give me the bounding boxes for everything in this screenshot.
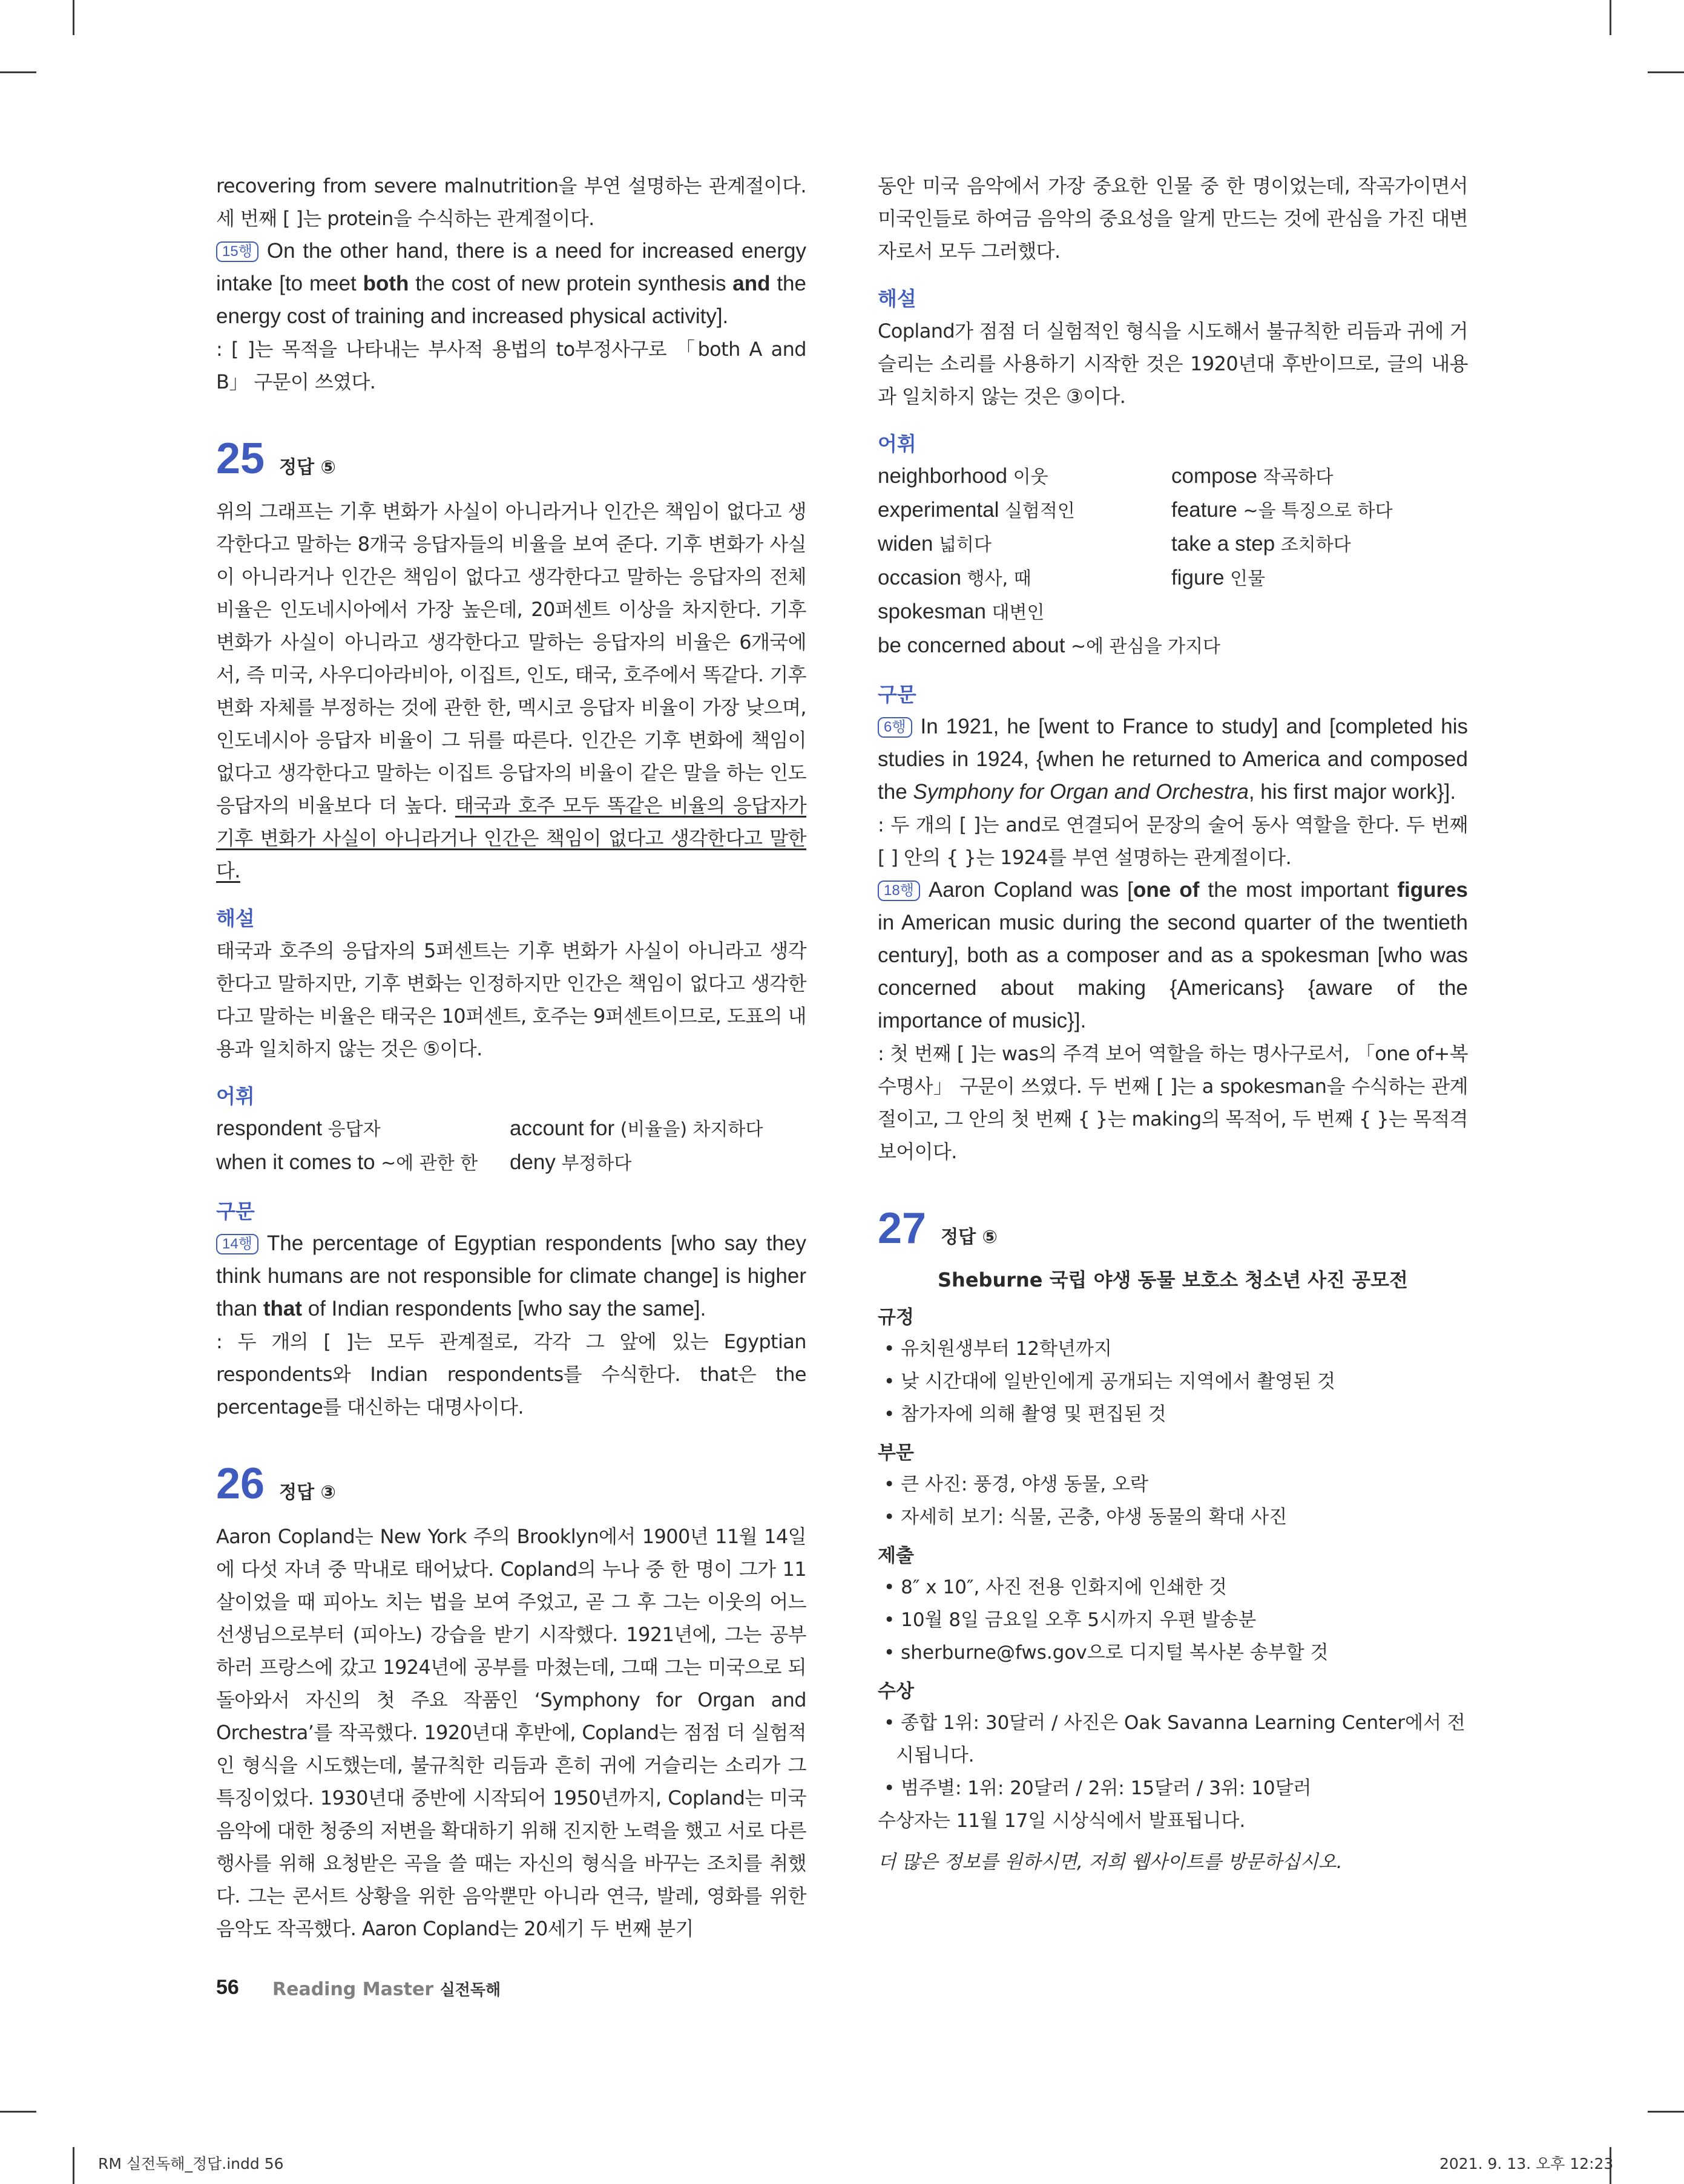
left-column xyxy=(216,169,806,1945)
vocab-list-last xyxy=(878,629,1468,663)
structure-note: : 첫 번째 [ ]는 was의 주격 보어 역할을 하는 명사구로서, 「one of+복수명사」 구문이 쓰였다. 두 번째 [ ]는 a spokesman을 수식하는 관계절이고, 그 안의 첫 번째 { }는 making의 목적어, 두 번째 { }는 목적격 보어이다. xyxy=(878,1042,1468,1163)
page-number: 56 xyxy=(216,1976,239,1999)
notice-closing: 더 많은 정보를 원하시면, 저희 웹사이트를 방문하십시오. xyxy=(878,1851,1343,1873)
answer-label: 정답 ⑤ xyxy=(941,1227,998,1248)
section-heading-structure: 구문 xyxy=(216,1199,255,1223)
intro-text: recovering from severe malnutrition을 부연 설명하는 관계절이다. 세 번째 [ ]는 protein을 수식하는 관계절이다. xyxy=(216,174,806,230)
notice-announcement: 수상자는 11월 17일 시상식에서 발표됩니다. xyxy=(878,1810,1246,1832)
notice-item: • 유치원생부터 12학년까지 xyxy=(884,1338,1112,1360)
crop-mark xyxy=(1648,71,1684,73)
underlined-sentence: 태국과 호주 모두 똑같은 비율의 응답자가 기후 변화가 사실이 아니라거나 인간은 책임이 없다고 생각한다고 말한다. xyxy=(216,794,807,882)
line-badge: 6행 xyxy=(878,717,912,738)
answer-label: 정답 ⑤ xyxy=(279,457,336,478)
notice-section-heading: 부문 xyxy=(878,1442,914,1464)
book-title: Reading Master 실전독해 xyxy=(272,1979,501,2000)
question-25-header xyxy=(216,435,806,483)
vocab-item xyxy=(1171,595,1468,629)
vocab-item: spokesman 대변인 xyxy=(878,600,1045,623)
line-badge: 18행 xyxy=(878,880,920,901)
structure-note: : [ ]는 목적을 나타내는 부사적 용법의 to부정사구로 「both A and B」 구문이 쓰였다. xyxy=(216,338,806,393)
notice-item: • 범주별: 1위: 20달러 / 2위: 15달러 / 3위: 10달러 xyxy=(884,1777,1312,1799)
crop-mark xyxy=(73,2147,74,2184)
section-heading-vocab: 어휘 xyxy=(216,1084,255,1108)
line-badge: 15행 xyxy=(216,241,258,262)
notice-item: • 낮 시간대에 일반인에게 공개되는 지역에서 촬영된 것 xyxy=(884,1371,1336,1392)
print-slug-file: RM 실전독해_정답.indd 56 xyxy=(98,2155,284,2173)
notice-item: • 10월 8일 금요일 오후 5시까지 우편 발송분 xyxy=(884,1609,1257,1631)
vocab-item: occasion 행사, 때 xyxy=(878,566,1031,589)
notice-item: • 큰 사진: 풍경, 야생 동물, 오락 xyxy=(884,1474,1148,1495)
vocab-item: respondent 응답자 xyxy=(216,1117,381,1140)
notice-item: • 참가자에 의해 촬영 및 편집된 것 xyxy=(884,1403,1166,1425)
explanation-text: Copland가 점점 더 실험적인 형식을 시도해서 불규칙한 리듬과 귀에 거슬리는 소리를 사용하기 시작한 것은 1920년대 후반이므로, 글의 내용과 일치하지 않는 것은 ③이다. xyxy=(878,320,1468,408)
vocab-item: widen 넓히다 xyxy=(878,532,992,556)
vocab-item: figure 인물 xyxy=(1171,566,1266,589)
vocab-item: experimental 실험적인 xyxy=(878,498,1075,522)
structure-line-14: 14행 The percentage of Egyptian respondents [who say they think humans are not responsible for climate change] is higher than that of Indian respondents [who say the same]. xyxy=(216,1231,806,1320)
explanation-text: 태국과 호주의 응답자의 5퍼센트는 기후 변화가 사실이 아니라고 생각한다고 말하지만, 기후 변화는 인정하지만 인간은 책임이 없다고 생각한다고 말하는 비율은 태국은 10퍼센트, 호주는 9퍼센트이므로, 도표의 내용과 일치하지 않는 것은 ⑤이다. xyxy=(216,939,806,1060)
vocab-item: neighborhood 이웃 xyxy=(878,464,1048,488)
structure-note: : 두 개의 [ ]는 and로 연결되어 문장의 술어 동사 역할을 한다. 두 번째 [ ] 안의 { }는 1924를 부연 설명하는 관계절이다. xyxy=(878,813,1468,869)
vocab-item: when it comes to ~에 관한 한 xyxy=(216,1150,478,1174)
vocab-list xyxy=(216,1112,806,1180)
right-column xyxy=(878,169,1468,1878)
question-26-header xyxy=(216,1460,806,1508)
structure-line-18: 18행 Aaron Copland was [one of the most important figures in American music during the second quarter of the twentieth century], both as a composer and as a spokesman [who was concerned about making {Americans} {aware of the importance of music}]. xyxy=(878,878,1469,1032)
section-heading-explain: 해설 xyxy=(216,907,255,930)
vocab-item: compose 작곡하다 xyxy=(1171,464,1334,488)
question-number: 27 xyxy=(878,1204,927,1253)
notice-section-heading: 제출 xyxy=(878,1545,914,1567)
translation-text: 위의 그래프는 기후 변화가 사실이 아니라거나 인간은 책임이 없다고 생각한다고 말하는 8개국 응답자들의 비율을 보여 준다. 기후 변화가 사실이 아니라거나 인간은 책임이 없다고 생각한다고 말하는 응답자의 전체 비율은 인도네시아에서 가장 높은데, 20퍼센트 이상을 차지한다. 기후 변화가 사실이 아니라고 생각한다고 말하는 응답자의 비율은 6개국에서, 즉 미국, 사우디아라비아, 이집트, 인도, 태국, 호주에서 똑같다. 기후 변화 자체를 부정하는 것에 관한 한, 멕시코 응답자 비율이 가장 낮으며, 인도네시아 응답자 비율이 그 뒤를 따른다. 인간은 기후 변화에 책임이 없다고 생각한다고 말하는 이집트 응답자의 비율이 같은 말을 하는 인도 응답자의 비율보다 더 높다. 태국과 호주 모두 똑같은 비율의 응답자가 기후 변화가 사실이 아니라거나 인간은 책임이 없다고 생각한다고 말한다. xyxy=(216,500,807,882)
crop-mark xyxy=(1610,0,1611,35)
structure-line-6: 6행 In 1921, he [went to France to study] and [completed his studies in 1924, {when he returned to America and composed the Symphony for Organ and Orchestra, his first major work}]. xyxy=(878,715,1468,804)
section-heading-vocab: 어휘 xyxy=(878,432,916,456)
vocab-item: deny 부정하다 xyxy=(510,1150,632,1174)
vocab-list xyxy=(878,460,1468,629)
notice-item: • 자세히 보기: 식물, 곤충, 야생 동물의 확대 사진 xyxy=(884,1506,1288,1528)
crop-mark xyxy=(0,2111,36,2113)
print-slug-date: 2021. 9. 13. 오후 12:23 xyxy=(1439,2155,1614,2173)
notice-item: • 8″ x 10″, 사진 전용 인화지에 인쇄한 것 xyxy=(884,1576,1227,1598)
notice-section-heading: 수상 xyxy=(878,1681,914,1702)
vocab-item: feature ~을 특징으로 하다 xyxy=(1171,498,1393,522)
translation-text: Aaron Copland는 New York 주의 Brooklyn에서 1900년 11월 14일에 다섯 자녀 중 막내로 태어났다. Copland의 누나 중 한 명이 그가 11살이었을 때 피아노 치는 법을 보여 주었고, 곧 그 후 그는 이웃의 어느 선생님으로부터 (피아노) 강습을 받기 시작했다. 1921년에, 그는 공부하러 프랑스에 갔고 1924년에 공부를 마쳤는데, 그때 그는 미국으로 되돌아와서 자신의 첫 주요 작품인 ‘Symphony for Organ and Orchestra’를 작곡했다. 1920년대 후반에, Copland는 점점 더 실험적인 형식을 시도했는데, 불규칙한 리듬과 흔히 귀에 거슬리는 소리가 그 특징이었다. 1930년대 중반에 시작되어 1950년까지, Copland는 미국 음악에 대한 청중의 저변을 확대하기 위해 진지한 노력을 했고 서로 다른 행사를 위해 요청받은 곡을 쓸 때는 자신의 형식을 바꾸는 조치를 취했다. 그는 콘서트 상황을 위한 음악뿐만 아니라 연극, 발레, 영화를 위한 음악도 작곡했다. Aaron Copland는 20세기 두 번째 분기 xyxy=(216,1525,806,1940)
notice-title: Sheburne 국립 야생 동물 보호소 청소년 사진 공모전 xyxy=(938,1268,1408,1291)
notice-item: • sherburne@fws.gov으로 디지털 복사본 송부할 것 xyxy=(884,1642,1329,1664)
structure-line-15: 15행 On the other hand, there is a need for increased energy intake [to meet both the cost of new protein synthesis and the energy cost of training and increased physical activity]. xyxy=(216,239,806,328)
section-heading-structure: 구문 xyxy=(878,683,916,706)
vocab-item: take a step 조치하다 xyxy=(1171,532,1351,556)
translation-continued: 동안 미국 음악에서 가장 중요한 인물 중 한 명이었는데, 작곡가이면서 미국인들로 하여금 음악의 중요성을 알게 만드는 것에 관심을 가진 대변자로서 모두 그러했다. xyxy=(878,174,1468,263)
notice-section-heading: 규정 xyxy=(878,1307,914,1328)
crop-mark xyxy=(73,0,74,35)
section-heading-explain: 해설 xyxy=(878,287,916,310)
line-badge: 14행 xyxy=(216,1234,258,1254)
vocab-item: account for (비율을) 차지하다 xyxy=(510,1117,763,1140)
question-number: 25 xyxy=(216,435,265,483)
answer-label: 정답 ③ xyxy=(279,1482,336,1503)
crop-mark xyxy=(0,71,36,73)
question-27-header xyxy=(878,1204,1468,1253)
vocab-item: be concerned about ~에 관심을 가지다 xyxy=(878,634,1221,657)
crop-mark xyxy=(1648,2111,1684,2113)
question-number: 26 xyxy=(216,1460,265,1508)
structure-note: : 두 개의 [ ]는 모두 관계절로, 각각 그 앞에 있는 Egyptian respondents와 Indian respondents를 수식한다. that은 the percentage를 대신하는 대명사이다. xyxy=(216,1330,806,1418)
notice-item: • 종합 1위: 30달러 / 사진은 Oak Savanna Learning Center에서 전시됩니다. xyxy=(884,1712,1465,1766)
